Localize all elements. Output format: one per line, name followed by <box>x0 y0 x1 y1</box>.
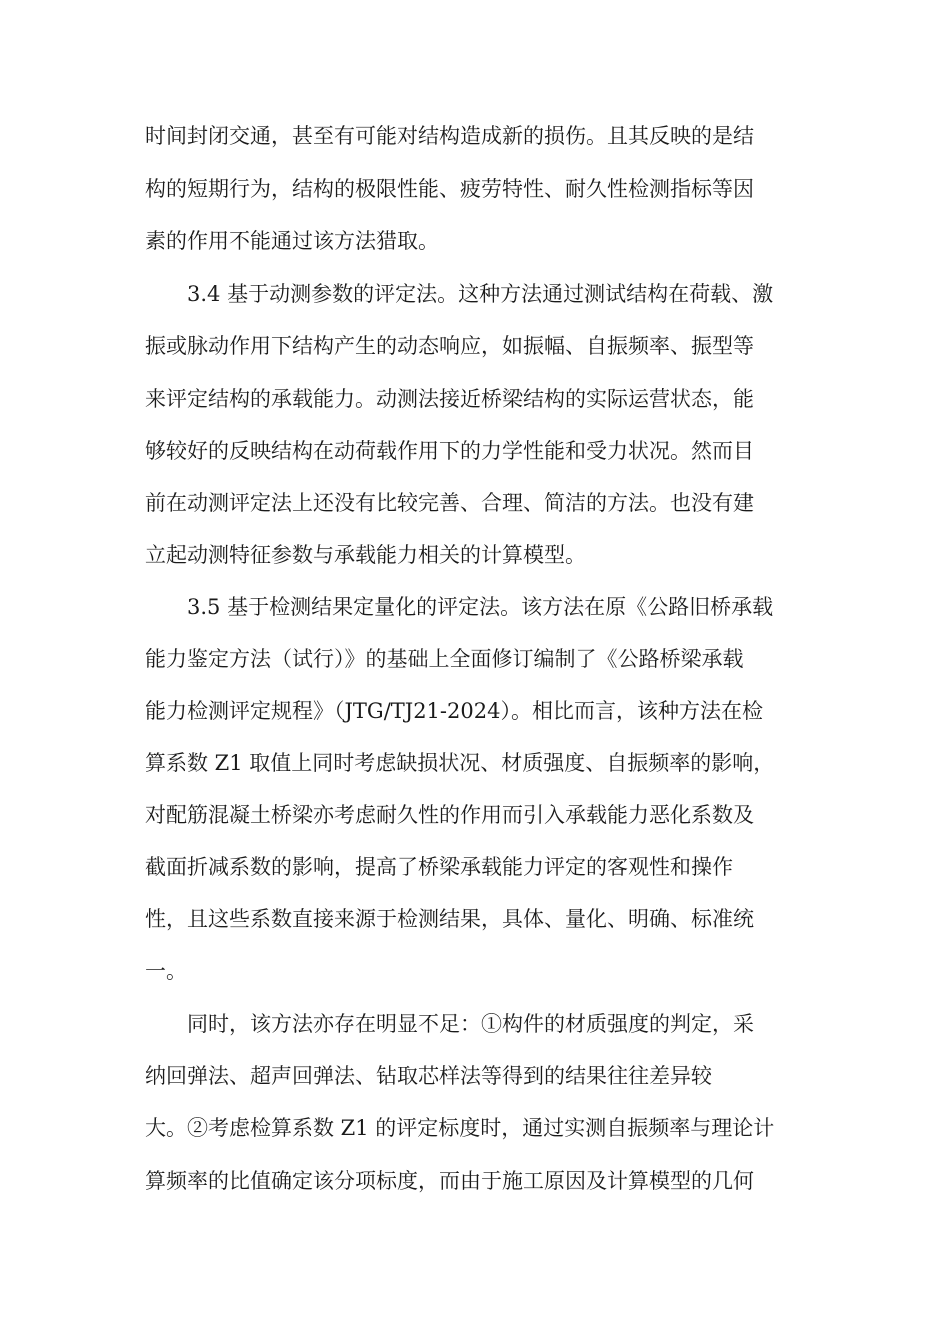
text-line: 纳回弹法、超声回弹法、钻取芯样法等得到的结果往往差异较 <box>145 1064 712 1088</box>
text-line: 一。 <box>145 959 187 983</box>
text-line: 大。②考虑检算系数 Z1 的评定标度时，通过实测自振频率与理论计 <box>145 1116 775 1140</box>
text-line: 构的短期行为，结构的极限性能、疲劳特性、耐久性检测指标等因 <box>145 177 754 201</box>
text-line: 素的作用不能通过该方法猎取。 <box>145 229 439 253</box>
text-line: 对配筋混凝土桥梁亦考虑耐久性的作用而引入承载能力恶化系数及 <box>145 803 754 827</box>
text-line: 截面折减系数的影响，提高了桥梁承载能力评定的客观性和操作 <box>145 855 733 879</box>
text-line: 时间封闭交通，甚至有可能对结构造成新的损伤。且其反映的是结 <box>145 124 754 148</box>
text-line: 能力检测评定规程》（JTG/TJ21-2024）。相比而言，该种方法在检 <box>145 699 763 723</box>
text-line: 立起动测特征参数与承载能力相关的计算模型。 <box>145 543 586 567</box>
text-line: 够较好的反映结构在动荷载作用下的力学性能和受力状况。然而目 <box>145 439 754 463</box>
text-line: 来评定结构的承载能力。动测法接近桥梁结构的实际运营状态，能 <box>145 387 754 411</box>
text-line: 振或脉动作用下结构产生的动态响应，如振幅、自振频率、振型等 <box>145 334 754 358</box>
text-line: 算频率的比值确定该分项标度，而由于施工原因及计算模型的几何 <box>145 1169 754 1193</box>
paragraph-start-line: 同时，该方法亦存在明显不足：①构件的材质强度的判定，采 <box>187 1012 754 1036</box>
paragraph-start-line: 3.5 基于检测结果定量化的评定法。该方法在原《公路旧桥承载 <box>187 595 774 619</box>
text-line: 能力鉴定方法（试行）》的基础上全面修订编制了《公路桥梁承载 <box>145 647 744 671</box>
text-line: 算系数 Z1 取值上同时考虑缺损状况、材质强度、自振频率的影响， <box>145 751 775 775</box>
paragraph-start-line: 3.4 基于动测参数的评定法。这种方法通过测试结构在荷载、激 <box>187 282 774 306</box>
text-line: 前在动测评定法上还没有比较完善、合理、简洁的方法。也没有建 <box>145 491 754 515</box>
text-line: 性，且这些系数直接来源于检测结果，具体、量化、明确、标准统 <box>145 907 754 931</box>
